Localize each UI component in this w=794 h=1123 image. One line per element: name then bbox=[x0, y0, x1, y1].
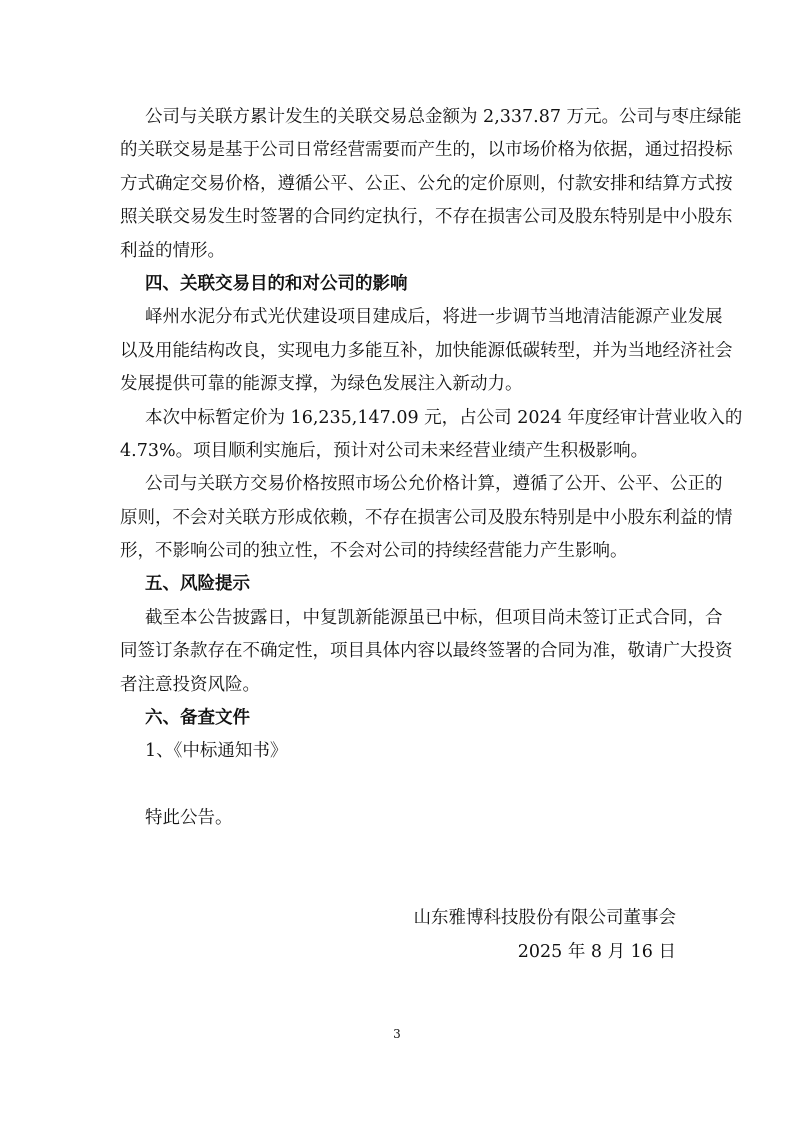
page-number: 3 bbox=[393, 1027, 401, 1041]
document-body bbox=[120, 101, 743, 969]
paragraph-project-impact bbox=[120, 301, 733, 401]
paragraph-bid-price bbox=[120, 402, 743, 469]
paragraph-related-transactions bbox=[120, 101, 742, 268]
section-heading-5: 五、风险提示 bbox=[145, 574, 250, 595]
text-line: 同签订条款存在不确定性，项目具体内容以最终签署的合同为准，敬请广大投资 bbox=[120, 641, 733, 662]
paragraph-risk bbox=[120, 602, 733, 702]
text-line: 4.73%。项目顺利实施后，预计对公司未来经营业绩产生积极影响。 bbox=[120, 440, 649, 461]
text-line: 公司与关联方累计发生的关联交易总金额为 2,337.87 万元。公司与枣庄绿能 bbox=[145, 107, 742, 127]
text-line: 照关联交易发生时签署的合同约定执行，不存在损害公司及股东特别是中小股东 bbox=[120, 207, 733, 228]
section-heading-6: 六、备查文件 bbox=[145, 708, 250, 729]
text-line: 者注意投资风险。 bbox=[120, 674, 260, 695]
signature: 山东雅博科技股份有限公司董事会 bbox=[413, 908, 676, 929]
text-line: 原则，不会对关联方形成依赖，不存在损害公司及股东特别是中小股东利益的情 bbox=[120, 507, 733, 528]
text-line: 的关联交易是基于公司日常经营需要而产生的，以市场价格为依据，通过招投标 bbox=[120, 140, 733, 161]
text-line: 公司与关联方交易价格按照市场公允价格计算，遵循了公开、公平、公正的 bbox=[145, 474, 723, 495]
text-line: 本次中标暂定价为 16,235,147.09 元，占公司 2024 年度经审计营业收入的 bbox=[145, 407, 743, 428]
attachment-item: 1、《中标通知书》 bbox=[145, 741, 288, 762]
text-line: 以及用能结构改良，实现电力多能互补，加快能源低碳转型，并为当地经济社会 bbox=[120, 340, 733, 361]
text-line: 方式确定交易价格，遵循公平、公正、公允的定价原则，付款安排和结算方式按 bbox=[120, 173, 733, 194]
paragraph-pricing-fairness bbox=[120, 468, 733, 568]
text-line: 峄州水泥分布式光伏建设项目建成后，将进一步调节当地清洁能源产业发展 bbox=[145, 307, 723, 328]
closing-text: 特此公告。 bbox=[145, 808, 233, 829]
text-line: 发展提供可靠的能源支撑，为绿色发展注入新动力。 bbox=[120, 374, 523, 395]
text-line: 利益的情形。 bbox=[120, 240, 225, 261]
date: 2025 年 8 月 16 日 bbox=[517, 941, 676, 962]
text-line: 形，不影响公司的独立性，不会对公司的持续经营能力产生影响。 bbox=[120, 541, 628, 562]
text-line: 截至本公告披露日，中复凯新能源虽已中标，但项目尚未签订正式合同，合 bbox=[145, 607, 723, 628]
section-heading-4: 四、关联交易目的和对公司的影响 bbox=[145, 273, 408, 294]
